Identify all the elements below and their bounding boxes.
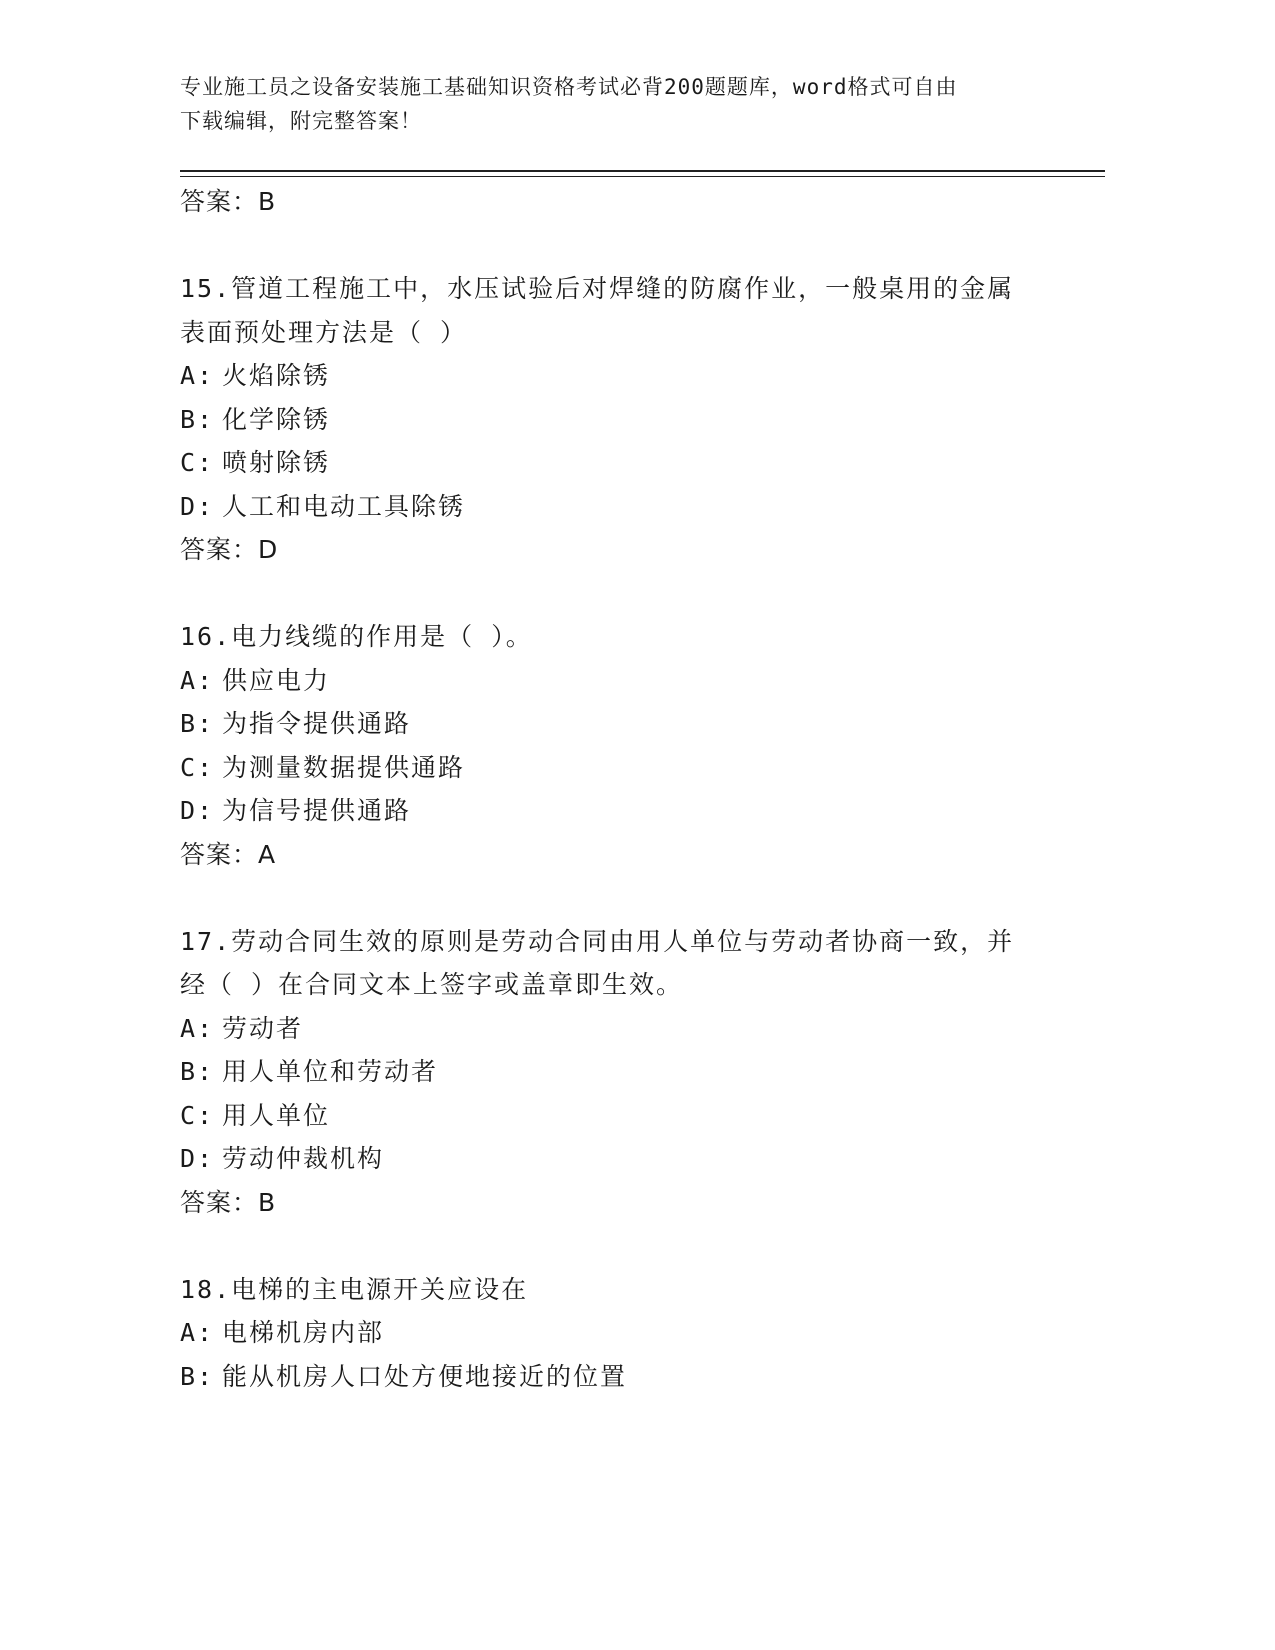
option-letter: B: <box>180 1057 215 1086</box>
option-letter: A: <box>180 1013 215 1043</box>
question-stem: 17.劳动合同生效的原则是劳动合同由用人单位与劳动者协商一致，并 <box>180 926 1015 956</box>
spacer <box>180 224 1060 268</box>
answer-line: 答案：B <box>180 1187 277 1217</box>
option-letter: D: <box>180 796 215 825</box>
option-text: 供应电力 <box>222 665 331 695</box>
spacer <box>180 572 1060 616</box>
spacer <box>180 1224 1060 1268</box>
option-row <box>180 746 1060 790</box>
answer-line: 答案：A <box>180 839 277 869</box>
answer-line: 答案：D <box>180 535 279 564</box>
option-row <box>180 702 1060 746</box>
option-letter: D: <box>180 491 215 521</box>
question-stem: 经（ ）在合同文本上签字或盖章即生效。 <box>180 970 684 999</box>
answer-line: 答案：B <box>180 187 277 216</box>
header-divider-thin <box>180 176 1105 177</box>
question-stem: 18.电梯的主电源开关应设在 <box>180 1274 529 1304</box>
option-row <box>180 659 1060 703</box>
option-letter: A: <box>180 361 215 390</box>
question-stem: 表面预处理方法是（ ） <box>180 317 468 347</box>
option-text: 用人单位和劳动者 <box>222 1057 439 1086</box>
option-text: 火焰除锈 <box>222 361 331 390</box>
option-row <box>180 1355 1060 1399</box>
option-row <box>180 441 1060 485</box>
option-text: 能从机房人口处方便地接近的位置 <box>222 1361 628 1391</box>
option-row <box>180 354 1060 398</box>
option-text: 劳动仲裁机构 <box>222 1144 385 1173</box>
option-letter: C: <box>180 1100 215 1130</box>
option-row <box>180 1050 1060 1094</box>
option-row <box>180 1094 1060 1138</box>
option-row <box>180 1137 1060 1181</box>
option-text: 为指令提供通路 <box>222 709 412 738</box>
option-text: 为信号提供通路 <box>222 796 412 825</box>
question-block <box>180 920 1060 1225</box>
option-letter: C: <box>180 752 215 782</box>
option-letter: A: <box>180 665 215 695</box>
question-block <box>180 267 1060 572</box>
option-row <box>180 485 1060 529</box>
document-header <box>180 70 1040 138</box>
option-letter: B: <box>180 709 215 738</box>
option-text: 用人单位 <box>222 1100 331 1130</box>
option-text: 劳动者 <box>222 1013 304 1043</box>
option-letter: B: <box>180 1361 215 1391</box>
option-row <box>180 1311 1060 1355</box>
question-stem: 15.管道工程施工中，水压试验后对焊缝的防腐作业，一般桌用的金属 <box>180 274 1015 303</box>
question-list <box>180 180 1060 1398</box>
header-divider-thick <box>180 170 1105 172</box>
option-text: 喷射除锈 <box>222 448 331 477</box>
question-block <box>180 1268 1060 1399</box>
header-line-1: 专业施工员之设备安装施工基础知识资格考试必背200题题库，word格式可自由 <box>180 75 958 99</box>
question-block <box>180 615 1060 876</box>
question-stem: 16.电力线缆的作用是（ ）。 <box>180 622 533 651</box>
option-row <box>180 398 1060 442</box>
option-text: 人工和电动工具除锈 <box>222 491 466 521</box>
option-letter: A: <box>180 1318 215 1347</box>
spacer <box>180 876 1060 920</box>
option-letter: B: <box>180 404 215 434</box>
option-text: 电梯机房内部 <box>222 1318 385 1347</box>
option-text: 为测量数据提供通路 <box>222 752 466 782</box>
option-letter: D: <box>180 1144 215 1173</box>
header-line-2: 下载编辑，附完整答案！ <box>180 109 422 133</box>
option-row <box>180 1007 1060 1051</box>
option-text: 化学除锈 <box>222 404 331 434</box>
option-row <box>180 789 1060 833</box>
option-letter: C: <box>180 448 215 477</box>
